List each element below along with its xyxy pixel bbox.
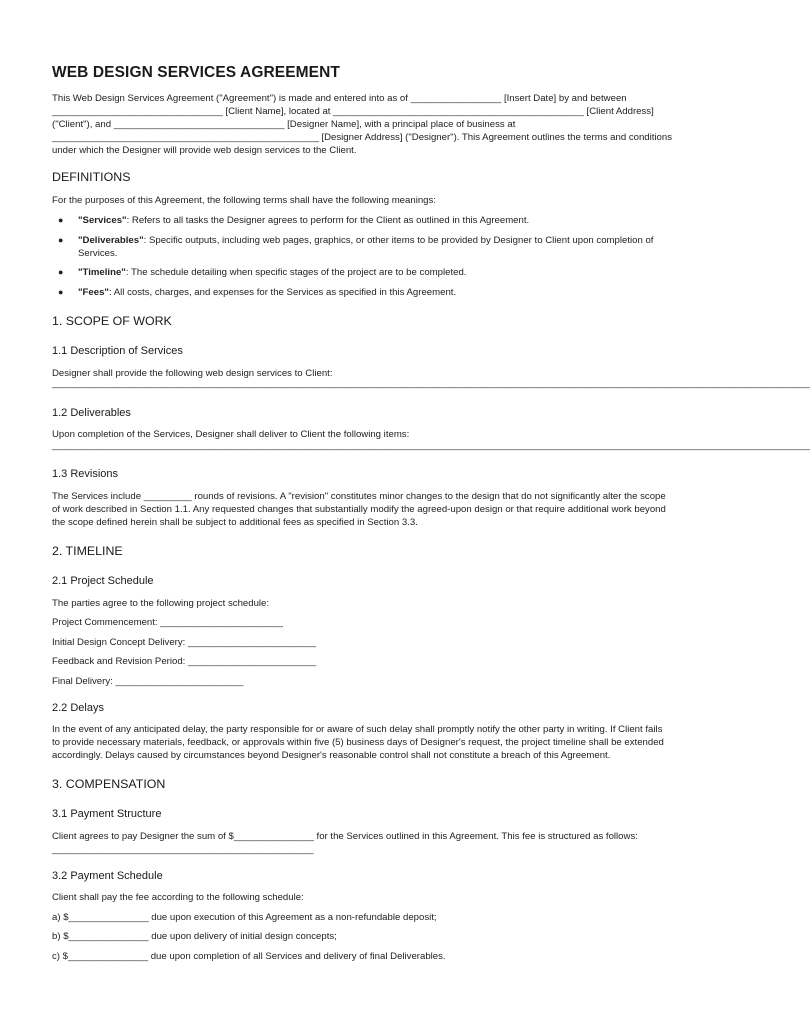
- section-1-1-blank-line: ______________________________________________________________________________________________________________________________________________: [52, 378, 810, 389]
- definitions-heading: DEFINITIONS: [52, 170, 131, 184]
- bullet-icon: ●: [58, 287, 64, 297]
- scope-heading: 1. SCOPE OF WORK: [52, 314, 172, 328]
- schedule-item-commencement: Project Commencement: _______________________: [52, 617, 283, 628]
- section-1-3-heading: 1.3 Revisions: [52, 468, 119, 480]
- definition-deliverables: "Deliverables": Specific outputs, including web pages, graphics, or other items to be provided by Designer to Client upon completion of Services.: [78, 235, 654, 260]
- intro-line-2: ________________________________ [Client Name], located at _______________________________________________ [Client Address]: [52, 106, 654, 117]
- definition-timeline: "Timeline": The schedule detailing when specific stages of the project are to be completed.: [78, 267, 467, 278]
- definition-fees: "Fees": All costs, charges, and expenses for the Services as specified in this Agreement.: [78, 287, 457, 298]
- section-2-2-heading: 2.2 Delays: [52, 702, 104, 714]
- schedule-item-initial-design: Initial Design Concept Delivery: ________________________: [52, 637, 317, 648]
- definition-services: "Services": Refers to all tasks the Designer agrees to perform for the Client as outlined in this Agreement.: [78, 215, 530, 226]
- intro-line-5: under which the Designer will provide web design services to the Client.: [52, 145, 357, 156]
- intro-line-3: ("Client"), and ________________________________ [Designer Name], with a principal place of business at: [52, 119, 516, 130]
- section-1-2-blank-line: ______________________________________________________________________________________________________________________________________________: [52, 440, 810, 451]
- bullet-icon: ●: [58, 267, 64, 277]
- section-1-1-heading: 1.1 Description of Services: [52, 345, 183, 357]
- section-1-3-line-1: The Services include _________ rounds of revisions. A "revision" constitutes minor changes to the design that do not significantly alter the scope: [52, 491, 666, 502]
- section-3-1-heading: 3.1 Payment Structure: [52, 808, 162, 820]
- section-2-2-line-2: to provide necessary materials, feedback, or approvals within five (5) business days of Designer's request, the project timeline shall be extended: [52, 737, 664, 748]
- payment-item-b: b) $_______________ due upon delivery of initial design concepts;: [52, 931, 337, 942]
- payment-item-a: a) $_______________ due upon execution of this Agreement as a non-refundable deposit;: [52, 912, 437, 923]
- section-3-2-text: Client shall pay the fee according to the following schedule:: [52, 892, 304, 903]
- section-1-2-heading: 1.2 Deliverables: [52, 407, 131, 419]
- definitions-lead: For the purposes of this Agreement, the following terms shall have the following meanings:: [52, 195, 436, 206]
- section-2-2-line-3: accordingly. Delays caused by circumstances beyond Designer's reasonable control shall not constitute a breach of this Agreement.: [52, 750, 611, 761]
- section-3-1-line-2: _________________________________________________: [52, 844, 314, 855]
- section-1-3-line-3: the scope defined herein shall be subject to additional fees as specified in Section 3.3.: [52, 517, 418, 528]
- payment-item-c: c) $_______________ due upon completion of all Services and delivery of final Deliverables.: [52, 951, 446, 962]
- timeline-heading: 2. TIMELINE: [52, 544, 123, 558]
- section-1-3-line-2: of work described in Section 1.1. Any requested changes that substantially modify the agreed-upon design or that require additional work beyond: [52, 504, 666, 515]
- page-title: WEB DESIGN SERVICES AGREEMENT: [52, 64, 340, 81]
- bullet-icon: ●: [58, 215, 64, 225]
- intro-line-4: __________________________________________________ [Designer Address] ("Designer"). This Agreement outlines the terms and conditions: [52, 132, 673, 143]
- section-2-1-heading: 2.1 Project Schedule: [52, 575, 154, 587]
- section-3-2-heading: 3.2 Payment Schedule: [52, 870, 163, 882]
- section-1-2-text: Upon completion of the Services, Designer shall deliver to Client the following items:: [52, 429, 410, 440]
- section-2-1-text: The parties agree to the following project schedule:: [52, 598, 270, 609]
- bullet-icon: ●: [58, 235, 64, 245]
- intro-line-1: This Web Design Services Agreement ("Agreement") is made and entered into as of _________________ [Insert Date] by and between: [52, 93, 627, 104]
- section-3-1-line-1: Client agrees to pay Designer the sum of $_______________ for the Services outlined in this Agreement. This fee is structured as follows:: [52, 831, 638, 842]
- section-2-2-line-1: In the event of any anticipated delay, the party responsible for or aware of such delay shall promptly notify the other party in writing. If Client fails: [52, 724, 663, 735]
- schedule-item-final-delivery: Final Delivery: ________________________: [52, 676, 244, 687]
- section-1-1-text: Designer shall provide the following web design services to Client:: [52, 368, 333, 379]
- compensation-heading: 3. COMPENSATION: [52, 777, 166, 791]
- schedule-item-feedback: Feedback and Revision Period: ________________________: [52, 656, 317, 667]
